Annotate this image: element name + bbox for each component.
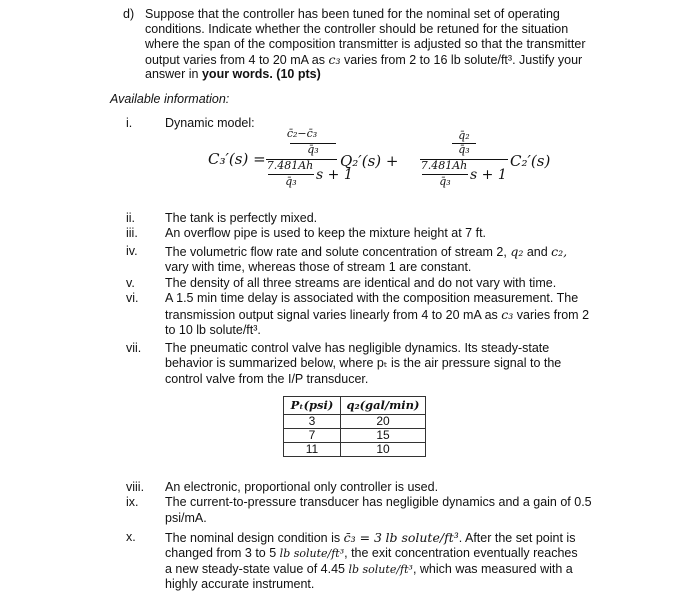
item-vi-line1: A 1.5 min time delay is associated with the composition measurement. The <box>165 291 579 305</box>
question-prefix: d) <box>123 7 135 21</box>
item-iii-text: An overflow pipe is used to keep the mixture height at 7 ft. <box>165 226 487 240</box>
item-num-vii: vii. <box>126 341 142 355</box>
equation-lhs: C₃′(s) = <box>208 150 266 168</box>
item-vi-line3: to 10 lb solute/ft³. <box>165 323 261 337</box>
available-info-heading: Available information: <box>110 92 230 106</box>
question-line-1: Suppose that the controller has been tuned for the nominal set of operating <box>145 7 560 21</box>
frac1-num-top: c̄₂−c̄₃ <box>286 127 318 140</box>
item-ii-text: The tank is perfectly mixed. <box>165 211 318 225</box>
item-vi-line2: transmission output signal varies linearly from 4 to 20 mA as c₃ varies from 2 <box>165 307 590 322</box>
c3-symbol: c₃ <box>328 52 341 67</box>
table-cell: 11 <box>284 443 341 457</box>
item-x-line3: a new steady-state value of 4.45 lb solute/ft³, which was measured with a <box>165 562 573 576</box>
item-num-ix: ix. <box>126 495 139 509</box>
item-num-ii: ii. <box>126 211 136 225</box>
table-header-row <box>284 397 426 415</box>
frac2-den-bot-wrap <box>422 176 468 188</box>
table-cell: 15 <box>341 429 426 443</box>
table-cell: 10 <box>341 443 426 457</box>
table-cell: 7 <box>284 429 341 443</box>
item-x-line2: changed from 3 to 5 lb solute/ft³, the exit concentration eventually reaches <box>165 546 578 560</box>
table-row <box>284 415 426 429</box>
item-i-title: Dynamic model: <box>165 116 255 130</box>
question-line-4: output varies from 4 to 20 mA as c₃ varies from 2 to 16 lb solute/ft³. Justify your <box>145 52 583 67</box>
item-x-line4: highly accurate instrument. <box>165 577 315 591</box>
table-cell: 3 <box>284 415 341 429</box>
frac1-den-top-wrap <box>264 160 316 172</box>
frac1-den-bot-wrap <box>268 176 314 188</box>
frac2-den-bot: q̄₃ <box>439 175 451 188</box>
item-num-viii: viii. <box>126 480 145 494</box>
item-num-vi: vi. <box>126 291 139 305</box>
item-num-v: v. <box>126 276 135 290</box>
item-ix-line1: The current-to-pressure transducer has negligible dynamics and a gain of 0.5 <box>165 495 592 509</box>
item-viii-text: An electronic, proportional only controller is used. <box>165 480 439 494</box>
item-ix-line2: psi/mA. <box>165 511 207 525</box>
item-iv-line1: The volumetric flow rate and solute concentration of stream 2, q₂ and c₂, <box>165 244 568 259</box>
item-vii-line2: behavior is summarized below, where pₜ is the air pressure signal to the <box>165 356 562 370</box>
frac1-den-bot: q̄₃ <box>285 175 297 188</box>
table-header-pt: Pₜ(psi) <box>284 397 341 415</box>
item-v-text: The density of all three streams are identical and do not vary with time. <box>165 276 557 290</box>
question-line-5: answer in your words. (10 pts) <box>145 67 321 81</box>
table-row <box>284 443 426 457</box>
question-line-2: conditions. Indicate whether the controller should be retuned for the situation <box>145 22 569 36</box>
frac2-num-top: q̄₂ <box>458 129 470 142</box>
frac2-den-top: 7.481Ah <box>420 159 468 172</box>
frac1 <box>267 128 337 140</box>
frac1-den-top: 7.481Ah <box>266 159 314 172</box>
frac1-den-mid: s + 1 <box>316 167 353 183</box>
frac2-num-bot-wrap <box>444 144 484 156</box>
item-num-iv: iv. <box>126 244 138 258</box>
table-cell: 20 <box>341 415 426 429</box>
item-vii-line1: The pneumatic control valve has negligible dynamics. Its steady-state <box>165 341 550 355</box>
valve-table <box>283 396 426 457</box>
frac2-den-top-wrap <box>418 160 470 172</box>
table-row <box>284 429 426 443</box>
item-num-iii: iii. <box>126 226 138 240</box>
frac2-den-mid: s + 1 <box>470 167 507 183</box>
item-iv-line2: vary with time, whereas those of stream 1 are constant. <box>165 260 472 274</box>
question-line-3: where the span of the composition transmitter is adjusted so that the transmitter <box>145 37 586 51</box>
item-num-i: i. <box>126 116 133 130</box>
frac2-num-bot: q̄₃ <box>458 143 470 156</box>
equation-term2: C₂′(s) <box>510 152 551 170</box>
equation-term1: Q₂′(s) + <box>340 152 399 170</box>
frac2-num-top-wrap <box>444 130 484 142</box>
frac1-num-bot: q̄₃ <box>307 143 319 156</box>
item-num-x: x. <box>126 530 136 544</box>
frac1-num-bot-wrap <box>290 144 336 156</box>
item-vii-line3: control valve from the I/P transducer. <box>165 372 369 386</box>
table-header-q2: q₂(gal/min) <box>341 397 426 415</box>
item-x-line1: The nominal design condition is c̄₃ = 3 lb solute/ft³. After the set point is <box>165 530 576 545</box>
